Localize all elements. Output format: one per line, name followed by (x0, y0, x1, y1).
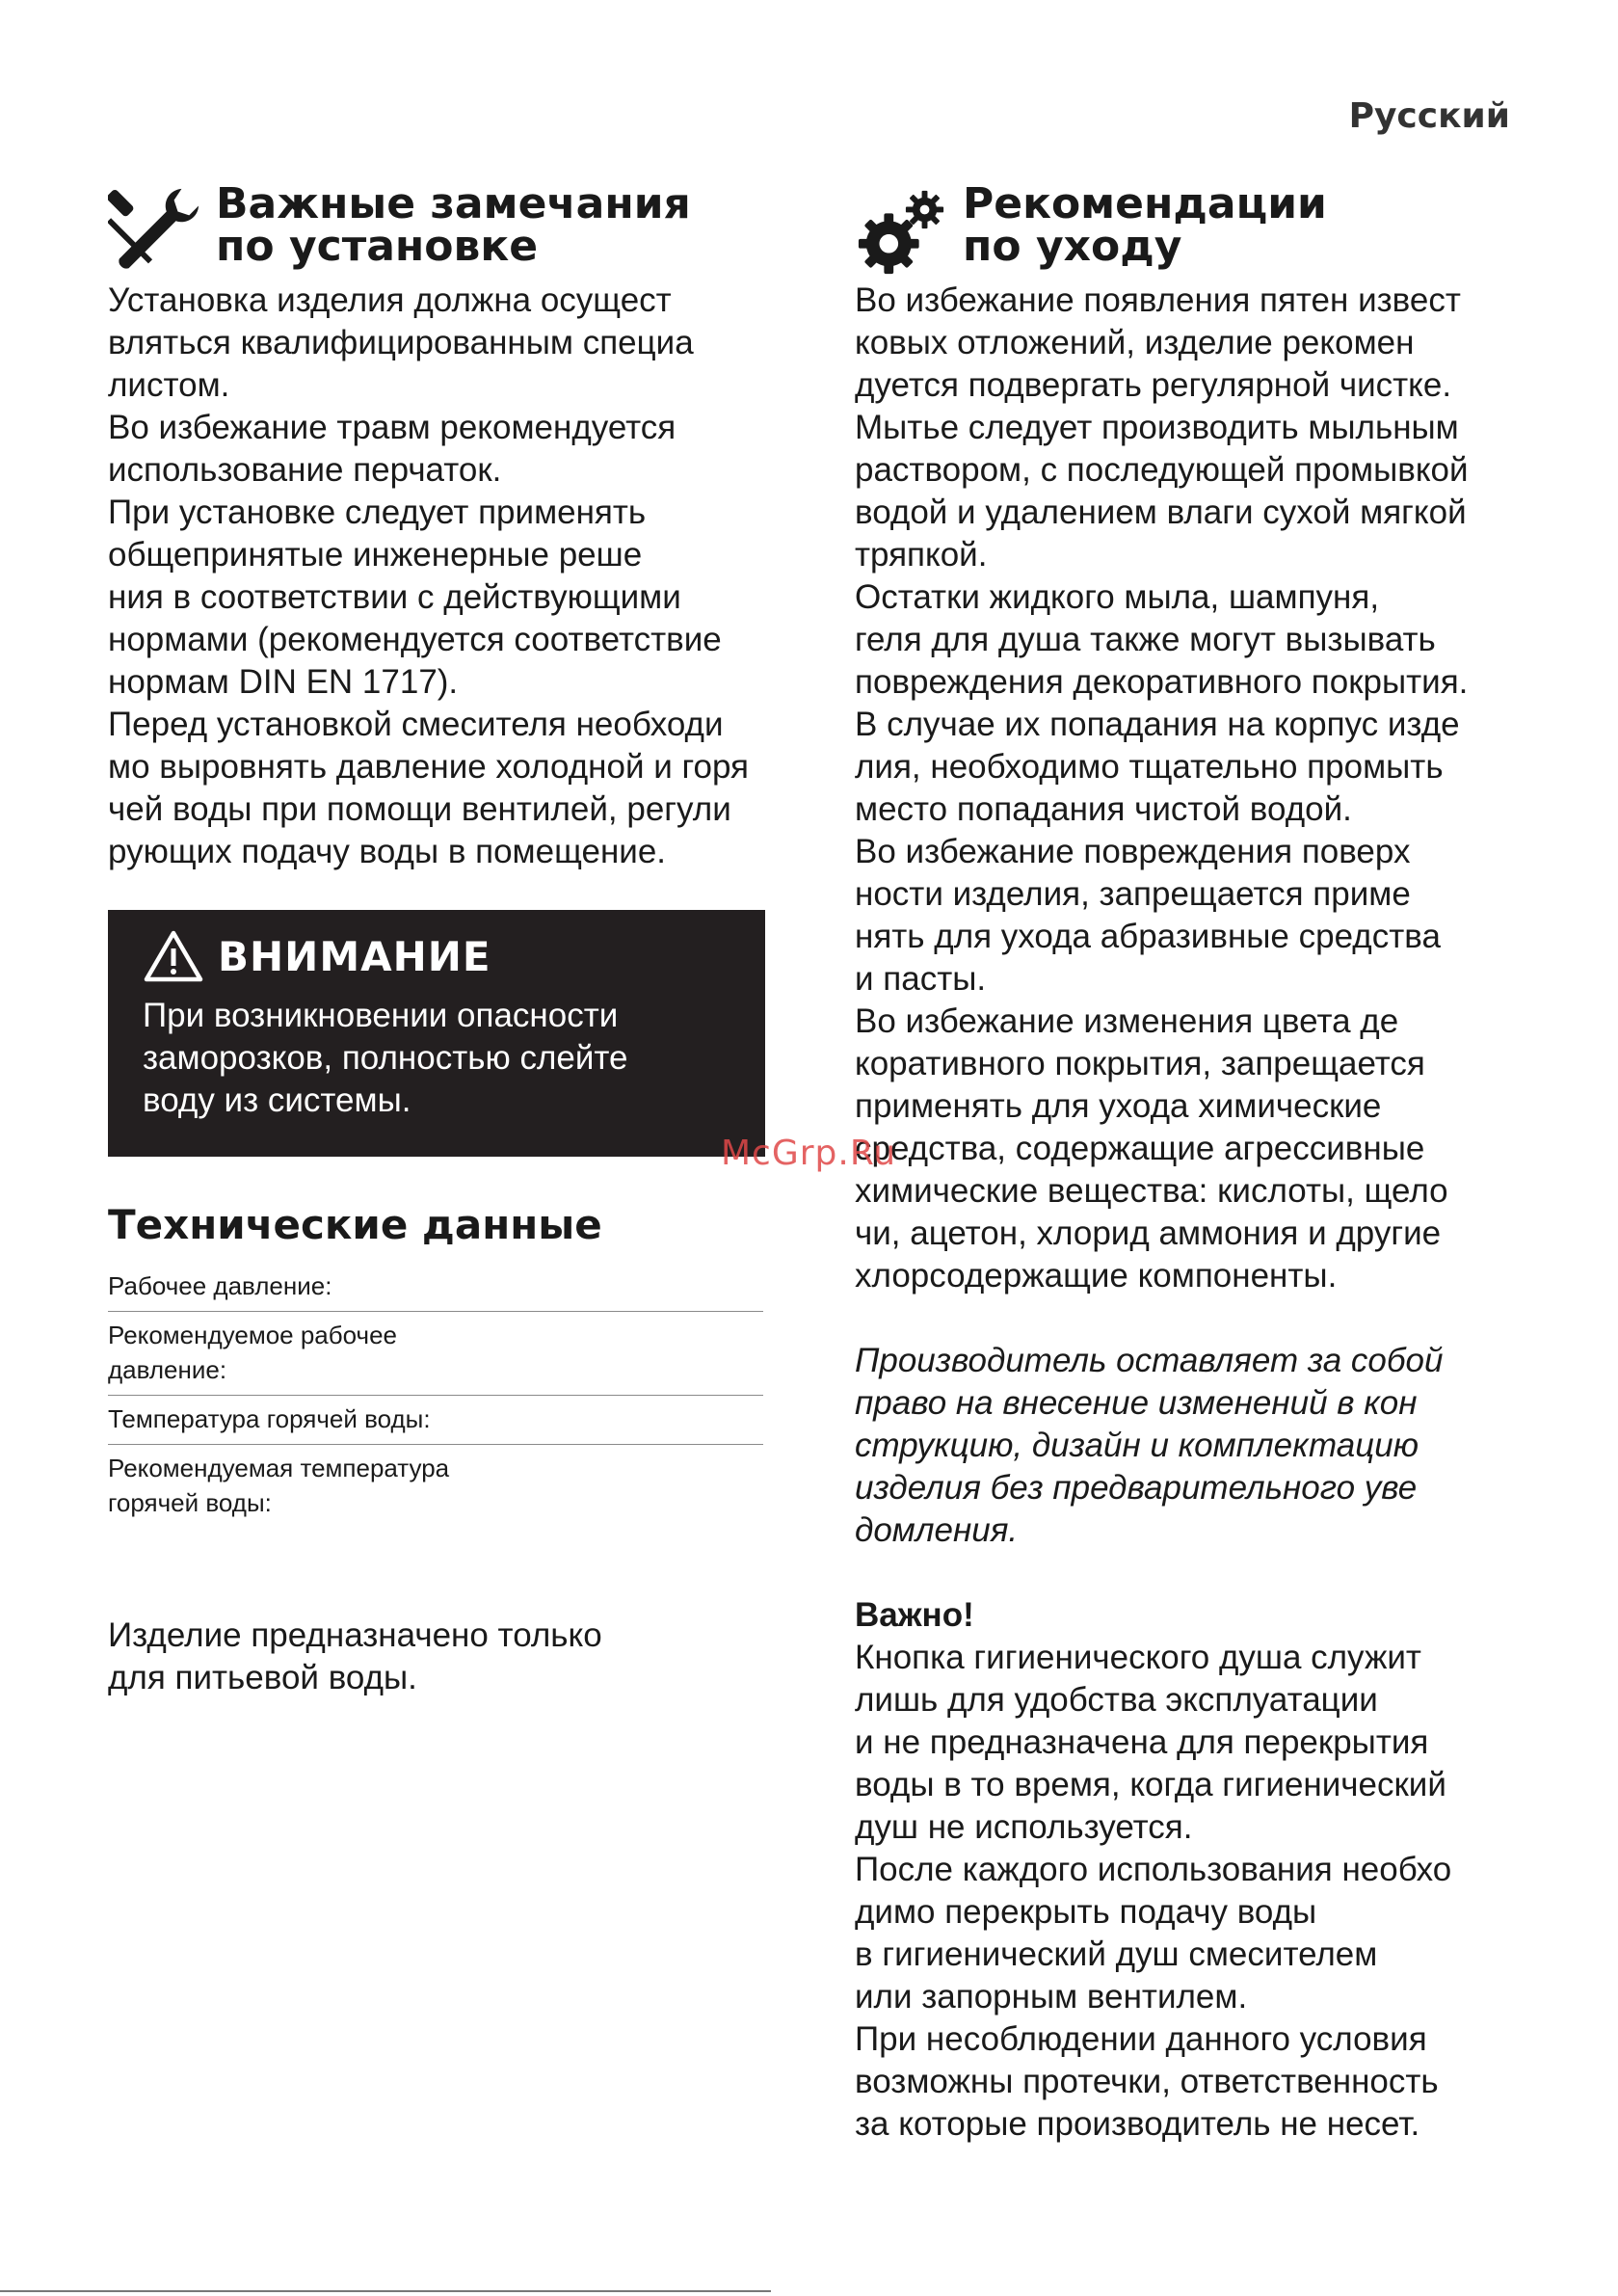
text-line: повреждения декоративного покрытия. (855, 663, 1469, 701)
text-line: применять для ухода химические (855, 1087, 1382, 1125)
spacer (855, 1297, 1520, 1340)
text-line: чей воды при помощи вентилей, регули (108, 790, 731, 828)
text-line: для питьевой воды. (108, 1659, 417, 1696)
text-line: чи, ацетон, хлорид аммония и другие (855, 1215, 1442, 1252)
text-line: или запорным вентилем. (855, 1978, 1248, 2016)
text-line: Перед установкой смесителя необходи (108, 706, 724, 743)
text-line: домления. (855, 1511, 1019, 1549)
gears-icon (855, 185, 949, 280)
text-line: димо перекрыть подачу воды (855, 1893, 1317, 1931)
text-line: В случае их попадания на корпус изде (855, 706, 1460, 743)
warning-triangle-icon (143, 929, 204, 983)
care-text (855, 280, 1520, 2146)
drinking-water-note (108, 1615, 773, 1699)
text-line: Производитель оставляет за собой (855, 1342, 1444, 1379)
installation-text (108, 280, 773, 873)
table-row (108, 1445, 763, 1528)
text-line: нять для ухода абразивные средства (855, 918, 1441, 955)
warning-header (143, 925, 730, 987)
tech-data-title: Технические данные (108, 1201, 602, 1248)
text-line: нормами (рекомендуется соответствие (108, 621, 722, 658)
text-line: воду из системы. (143, 1081, 411, 1119)
spacer (855, 1552, 1520, 1594)
text-line: Во избежание повреждения поверх (855, 833, 1411, 870)
left-column (108, 179, 773, 1699)
text-line: и не предназначена для перекрытия (855, 1723, 1429, 1761)
text-line: возможны протечки, ответственность (855, 2063, 1439, 2100)
table-row (108, 1312, 763, 1396)
text-line: изделия без предварительного уве (855, 1469, 1418, 1507)
text-line: При возникновении опасности (143, 997, 619, 1034)
text-line: При несоблюдении данного условия (855, 2020, 1427, 2058)
text-line: за которые производитель не несет. (855, 2105, 1420, 2143)
table-row (108, 1396, 763, 1445)
text-line: мо выровнять давление холодной и горя (108, 748, 749, 786)
text-line: ния в соответствии с действующими (108, 578, 681, 616)
text-line: ности изделия, запрещается приме (855, 875, 1411, 913)
installation-title: Важные замечания по установке (216, 179, 691, 271)
text-line: раствором, с последующей промывкой (855, 451, 1469, 489)
text-line: воды в то время, когда гигиенический (855, 1766, 1446, 1803)
tech-data-table (108, 1263, 763, 1528)
text-line: хлорсодержащие компоненты. (855, 1257, 1338, 1295)
important-note (855, 1637, 1520, 2146)
text-line: лия, необходимо тщательно промыть (855, 748, 1444, 786)
text-line: право на внесение изменений в кон (855, 1384, 1418, 1422)
text-line: заморозков, полностью слейте (143, 1039, 628, 1077)
care-header (855, 179, 1520, 280)
text-line: водой и удалением влаги сухой мягкой (855, 494, 1467, 531)
text-line: коративного покрытия, запрещается (855, 1045, 1425, 1082)
text-line: ковых отложений, изделие рекомен (855, 324, 1415, 361)
text-line: Остатки жидкого мыла, шампуня, (855, 578, 1380, 616)
tools-icon (108, 185, 202, 280)
table-row (108, 1263, 763, 1312)
text-line: средства, содержащие агрессивные (855, 1130, 1425, 1167)
text-line: общепринятые инженерные реше (108, 536, 643, 574)
text-line: Во избежание травм рекомендуется (108, 409, 676, 446)
text-line: дуется подвергать регулярной чистке. (855, 366, 1452, 404)
text-line: После каждого использования необхо (855, 1851, 1452, 1888)
text-line: Мытье следует производить мыльным (855, 409, 1459, 446)
text-line: лишь для удобства эксплуатации (855, 1681, 1378, 1719)
text-line: химические вещества: кислоты, щело (855, 1172, 1448, 1210)
text-line: тряпкой. (855, 536, 988, 574)
text-line: струкцию, дизайн и комплектацию (855, 1427, 1419, 1464)
text-line: вляться квалифицированным специа (108, 324, 694, 361)
text-line: Во избежание изменения цвета де (855, 1002, 1399, 1040)
text-line: Во избежание появления пятен извест (855, 281, 1461, 319)
text-line: Установка изделия должна осущест (108, 281, 672, 319)
text-line: листом. (108, 366, 230, 404)
text-line: геля для душа также могут вызывать (855, 621, 1436, 658)
language-label: Русский (1348, 96, 1510, 136)
important-title: Важно! (855, 1596, 974, 1634)
installation-header (108, 179, 773, 280)
text-line: рующих подачу воды в помещение. (108, 833, 667, 870)
text-line: Кнопка гигиенического душа служит (855, 1639, 1421, 1676)
text-line: в гигиенический душ смесителем (855, 1936, 1378, 1973)
row-label: Рекомендуемая температура горячей воды: (108, 1454, 450, 1517)
text-line: и пасты. (855, 960, 987, 998)
text-line: душ не используется. (855, 1808, 1193, 1846)
text-line: использование перчаток. (108, 451, 502, 489)
text-line: Изделие предназначено только (108, 1616, 602, 1654)
care-title: Рекомендации по уходу (963, 179, 1327, 271)
warning-title: ВНИМАНИЕ (218, 932, 491, 980)
text-line: При установке следует применять (108, 494, 647, 531)
row-label: Рабочее давление: (108, 1271, 332, 1300)
manufacturer-disclaimer (855, 1340, 1520, 1552)
text-line: нормам DIN EN 1717). (108, 663, 459, 701)
bottom-divider (0, 2290, 771, 2292)
text-line: место попадания чистой водой. (855, 790, 1352, 828)
warning-text (143, 995, 730, 1122)
warning-box (108, 910, 765, 1157)
row-label: Рекомендуемое рабочее давление: (108, 1321, 398, 1384)
row-label: Температура горячей воды: (108, 1404, 431, 1433)
right-column (855, 179, 1520, 2146)
watermark: McGrp.Ru (721, 1134, 897, 1173)
